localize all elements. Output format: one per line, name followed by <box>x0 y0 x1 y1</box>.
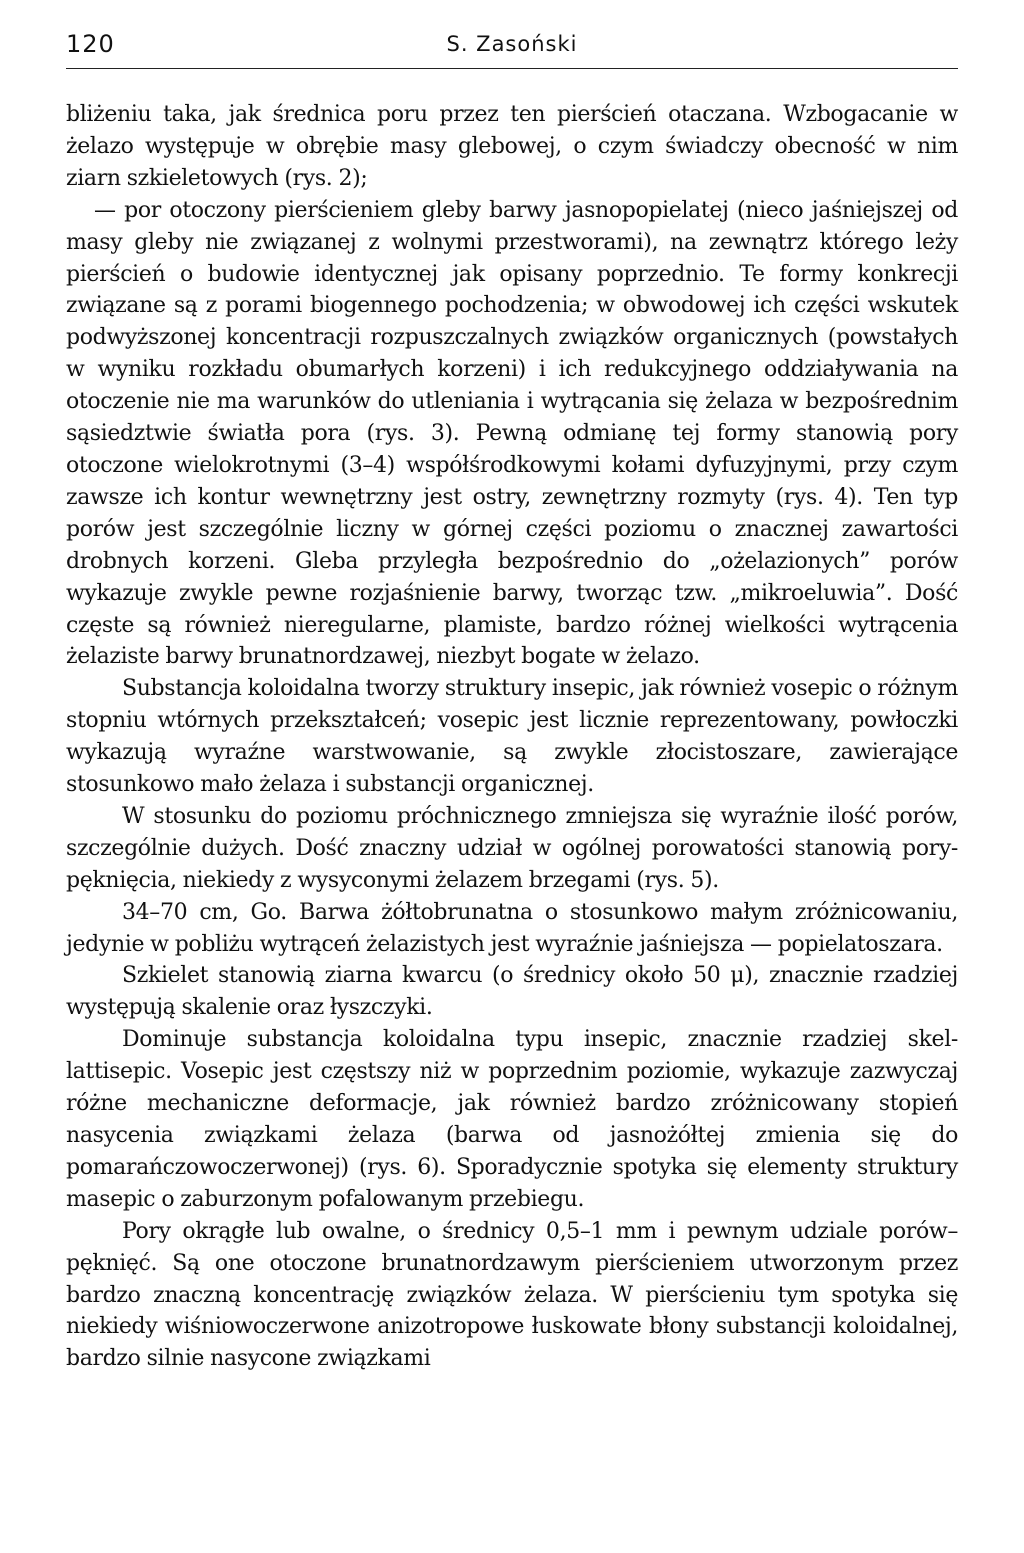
paragraph: bliżeniu taka, jak średnica poru przez ten pierścień otaczana. Wzbogacanie w żelazo występuje w obrębie masy glebowej, o czym świadczy obecność w nim ziarn szkieletowych (rys. 2); <box>66 102 958 191</box>
paragraph: Szkielet stanowią ziarna kwarcu (o średnicy około 50 μ), znacznie rzadziej występują skalenie oraz łyszczyki. <box>66 963 958 1021</box>
running-head-author: S. Zasoński <box>446 32 578 56</box>
page-header <box>66 22 958 69</box>
page <box>66 22 958 1375</box>
paragraph: Pory okrągłe lub owalne, o średnicy 0,5–1 mm i pewnym udziale porów–pęknięć. Są one otoczone brunatnordzawym pierścieniem utworzonym przez bardzo znaczną koncentrację związków żelaza. W pierścieniu tym spotyka się niekiedy wiśniowoczerwone anizotropowe łuskowate błony substancji koloidalnej, bardzo silnie nasycone związkami <box>66 1218 958 1372</box>
paragraph: Dominuje substancja koloidalna typu insepic, znacznie rzadziej skel-lattisepic. Vosepic jest częstszy niż w poprzednim poziomie, wykazuje zazwyczaj różne mechaniczne deformacje, jak również bardzo zróżnicowany stopień nasycenia związkami żelaza (barwa od jasnożółtej zmienia się do pomarańczowoczerwonej) (rys. 6). Sporadycznie spotyka się elementy struktury masepic o zaburzonym pofalowanym przebiegu. <box>66 1027 958 1212</box>
paragraph: Substancja koloidalna tworzy struktury insepic, jak również vosepic o różnym stopniu wtórnych przekształceń; vosepic jest licznie reprezentowany, powłoczki wykazują wyraźne warstwowanie, są zwykle złocistoszare, zawierające stosunkowo mało żelaza i substancji organicznej. <box>66 676 959 798</box>
paragraph: W stosunku do poziomu próchnicznego zmniejsza się wyraźnie ilość porów, szczególnie dużych. Dość znaczny udział w ogólnej porowatości stanowią pory-pęknięcia, niekiedy z wysyconymi żelazem brzegami (rys. 5). <box>66 803 958 893</box>
paragraph: 34–70 cm, Go. Barwa żółtobrunatna o stosunkowo małym zróżnicowaniu, jedynie w pobliżu wytrąceń żelazistych jest wyraźnie jaśniejsza — popielatoszara. <box>66 899 958 957</box>
page-number: 120 <box>66 30 115 58</box>
paragraph: — por otoczony pierścieniem gleby barwy jasnopopielatej (nieco jaśniejszej od masy gleby nie związanej z wolnymi przestworami), na zewnątrz którego leży pierścień o budowie identycznej jak opisany poprzednio. Te formy konkrecji związane są z porami biogennego pochodzenia; w obwodowej ich części wskutek podwyższonej koncentracji rozpuszczalnych związków organicznych (powstałych w wyniku rozkładu obumarłych korzeni) i ich redukcyjnego oddziaływania na otoczenie nie ma warunków do utleniania i wytrącania się żelaza w bezpośrednim sąsiedztwie światła pora (rys. 3). Pewną odmianę tej formy stanowią pory otoczone wielokrotnymi (3–4) współśrodkowymi kołami dyfuzyjnymi, przy czym zawsze ich kontur wewnętrzny jest ostry, zewnętrzny rozmyty (rys. 4). Ten typ porów jest szczególnie liczny w górnej części poziomu o znacznej zawartości drobnych korzeni. Gleba przyległa bezpośrednio do „ożelazionych” porów wykazuje zwykle pewne rozjaśnienie barwy, tworząc tzw. „mikroeluwia”. Dość częste są również nieregularne, plamiste, bardzo różnej wielkości wytrącenia żelaziste barwy brunatnordzawej, niezbyt bogate w żelazo. <box>66 197 958 670</box>
body-text <box>66 99 958 1375</box>
